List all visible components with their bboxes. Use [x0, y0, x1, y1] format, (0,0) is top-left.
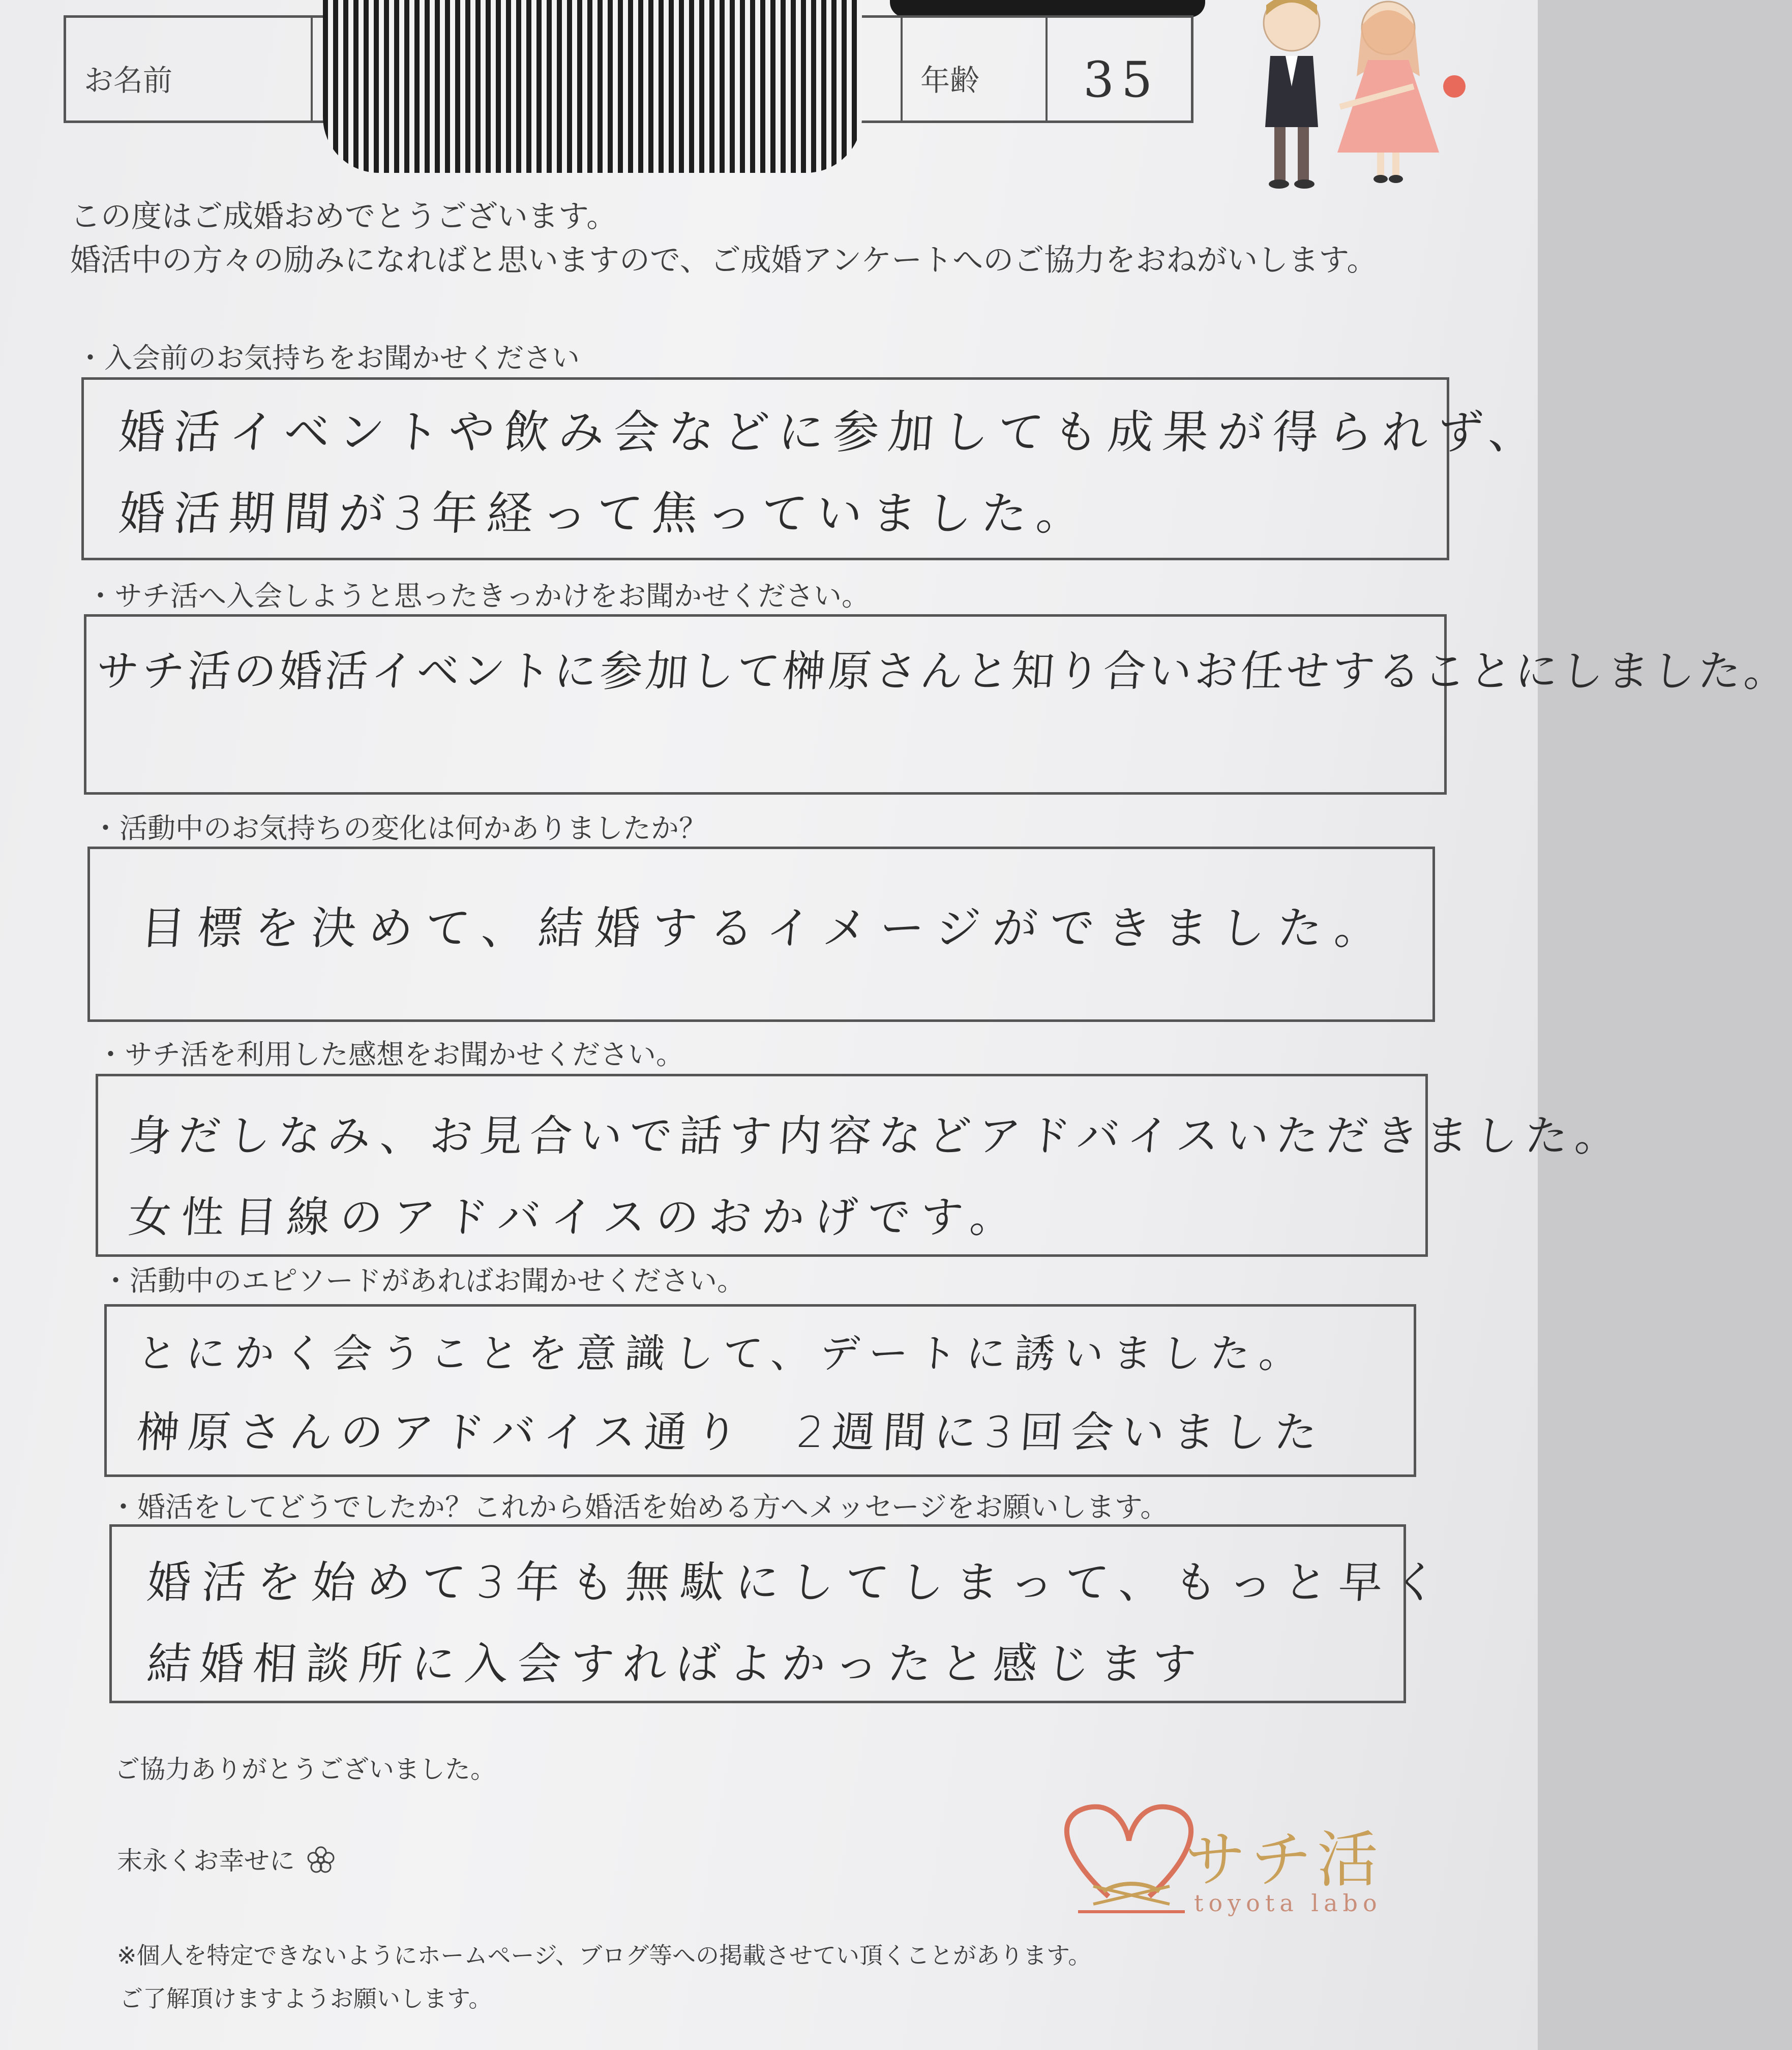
answer-box-1: [81, 377, 1545, 560]
logo-name: サチ活: [1185, 1825, 1383, 1895]
thanks-text: ご協力ありがとうございました。: [114, 1755, 496, 1784]
answer-4-line-1: 身だしなみ、お見合いで話す内容などアドバイスいただきました。: [127, 1111, 1627, 1161]
note-line-1: ※個人を特定できないようにホームページ、ブログ等への掲載させてい頂くことがあります。: [117, 1942, 1092, 1969]
question-1: ・入会前のお気持ちをお聞かせください: [76, 342, 580, 374]
answer-box-4: [96, 1074, 1627, 1257]
flower-icon: [306, 1845, 336, 1881]
answer-1-line-1: 婚活イベントや飲み会などに参加しても成果が得られず、: [117, 406, 1545, 459]
intro-line-1: この度はご成婚おめでとうございます。: [70, 199, 617, 234]
age-value: 35: [1083, 51, 1160, 108]
answer-box-6: [109, 1524, 1450, 1703]
wish-text: 末永くお幸せに: [117, 1846, 295, 1876]
clipboard-clip: [890, 0, 1205, 17]
answer-6-line-2: 結婚相談所に入会すればよかったと感じます: [145, 1639, 1207, 1690]
answer-2-line-1: サチ活の婚活イベントに参加して榊原さんと知り合いお任せすることにしました。: [95, 646, 1791, 696]
answer-3-line-1: 目標を決めて、結婚するイメージができました。: [138, 902, 1393, 954]
redaction-mark: [323, 0, 862, 173]
note-line-2: ご了解頂けますようお願いします。: [120, 1985, 492, 2012]
name-label-cell: [66, 18, 313, 120]
question-4: ・サチ活を利用した感想をお聞かせください。: [97, 1038, 684, 1071]
question-3: ・活動中のお気持ちの変化は何かありましたか？: [92, 812, 707, 845]
question-5: ・活動中のエピソードがあればお聞かせください。: [102, 1264, 745, 1297]
age-label: 年齢: [920, 63, 980, 98]
intro-line-2: 婚活中の方々の励みになればと思いますので、ご成婚アンケートへのご協力をおねがいします。: [70, 243, 1378, 278]
answer-box-2: [84, 614, 1791, 795]
answer-box-5: [104, 1304, 1416, 1477]
answer-5-line-2: 榊原さんのアドバイス通り 2週間に3回会いました: [135, 1407, 1327, 1457]
answer-4-line-2: 女性目線のアドバイスのおかげです。: [127, 1192, 1025, 1242]
age-label-cell: [903, 18, 1048, 120]
logo-sub: toyota labo: [1194, 1889, 1382, 1917]
answer-box-3: [87, 847, 1435, 1022]
age-value-cell: [1048, 18, 1191, 120]
question-2: ・サチ活へ入会しようと思ったきっかけをお聞かせください。: [86, 580, 870, 612]
question-6: ・婚活をしてどうでしたか？これから婚活を始める方へメッセージをお願いします。: [109, 1491, 1169, 1523]
answer-6-line-1: 婚活を始めて3年も無駄にしてしまって、もっと早く: [145, 1557, 1450, 1608]
name-label: お名前: [84, 63, 173, 98]
couple-illustration-icon: [1231, 0, 1495, 198]
wish-text-row: [117, 1841, 336, 1881]
answer-1-line-2: 婚活期間が3年経って焦っていました。: [117, 487, 1093, 540]
answer-5-line-1: とにかく会うことを意識して、デートに誘いました。: [135, 1331, 1310, 1377]
